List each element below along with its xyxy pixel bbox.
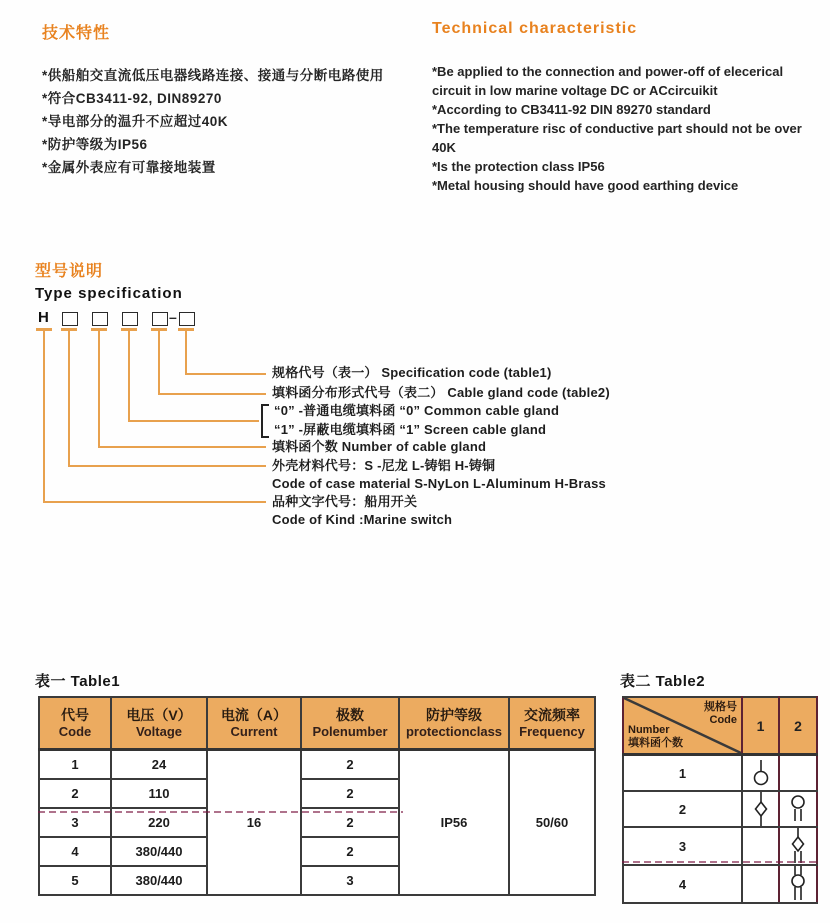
cell-code: 5 [39, 866, 111, 895]
cell-poles: 2 [301, 808, 399, 837]
cell-code: 2 [39, 779, 111, 808]
tech-en-item: *Is the protection class IP56 [432, 159, 605, 174]
diagram-leader-line [158, 331, 160, 395]
diagram-leader-line [68, 331, 70, 467]
tech-en-title: Technical characteristic [432, 20, 638, 37]
label-case-material-en: Code of case material S-NyLon L-Aluminum H-Brass [272, 476, 606, 491]
table1-header-frequency: 交流频率 Frequency [509, 697, 595, 750]
table2-header-col1: 1 [742, 697, 779, 755]
model-box-3 [122, 312, 138, 326]
gland-2-same-side-icon [779, 791, 817, 827]
gland-1-top-icon [742, 755, 779, 792]
tech-en-item: *Be applied to the connection and power-off of elecerical circuit in low marine voltage DC or ACcircuikit [432, 64, 784, 98]
tech-cn-item: *金属外表应有可靠接地装置 [42, 160, 216, 175]
table2-header-col2: 2 [779, 697, 817, 755]
table2-row [623, 827, 817, 865]
scan-artifact-line [38, 811, 403, 813]
diagram-leader-line [43, 331, 45, 503]
table1-header-row [39, 697, 595, 750]
model-box-1 [62, 312, 78, 326]
diagram-leader-line [98, 446, 266, 448]
label-gland-option-0: “0” -普通电缆填料函 “0” Common cable gland [274, 403, 560, 418]
cell-code: 4 [39, 837, 111, 866]
cell-voltage: 380/440 [111, 866, 207, 895]
table1-title: 表一 Table1 [35, 673, 121, 690]
model-dash: – [169, 309, 177, 325]
label-gland-option-1: “1” -屏蔽电缆填料函 “1” Screen cable gland [274, 422, 547, 437]
table1-header-code: 代号 Code [39, 697, 111, 750]
gland-2-opposite-icon [742, 791, 779, 827]
cell-voltage: 24 [111, 750, 207, 780]
model-box-2 [92, 312, 108, 326]
cell-poles: 2 [301, 750, 399, 780]
model-box-5 [179, 312, 195, 326]
diagram-leader-line [68, 465, 266, 467]
cell-code: 1 [39, 750, 111, 780]
tech-cn-title: 技术特性 [42, 25, 111, 42]
tech-cn-item: *供船舶交直流低压电器线路连接、接通与分断电路使用 [42, 68, 384, 83]
table2-diagonal-header [623, 697, 742, 755]
diagonal-top-label: 规格号 Code [704, 701, 737, 726]
type-spec-title-en: Type specification [35, 285, 183, 302]
label-gland-code: 填料函分布形式代号（表二） Cable gland code (table2) [272, 385, 610, 400]
cell-voltage: 220 [111, 808, 207, 837]
label-spec-code: 规格代号（表一） Specification code (table1) [272, 365, 552, 380]
diagram-leader-line [128, 420, 259, 422]
model-box-4 [152, 312, 168, 326]
cell-gland-number: 2 [623, 791, 742, 827]
tech-en-item: *The temperature risc of conductive part should not be over 40K [432, 121, 802, 155]
label-gland-number: 填料函个数 Number of cable gland [272, 439, 487, 454]
table1-header-protection: 防护等级 protectionclass [399, 697, 509, 750]
cell-poles: 2 [301, 779, 399, 808]
diagram-leader-line [185, 373, 266, 375]
diagram-leader-line [43, 501, 266, 503]
table1-row [39, 750, 595, 780]
table2-row [623, 755, 817, 792]
table2-cable-gland [622, 696, 818, 904]
tech-en-item: *According to CB3411-92 DIN 89270 standard [432, 102, 711, 117]
table2-header-row [623, 697, 817, 755]
table1-header-current: 电流（A） Current [207, 697, 301, 750]
empty-cell [742, 827, 779, 865]
diagram-leader-line [98, 331, 100, 448]
label-kind-cn: 品种文字代号：船用开关 [272, 494, 418, 509]
table2-row [623, 791, 817, 827]
scan-artifact-line [622, 861, 816, 863]
empty-cell [779, 755, 817, 792]
cell-current-merged: 16 [207, 750, 301, 896]
label-kind-en: Code of Kind :Marine switch [272, 512, 453, 527]
cell-code: 3 [39, 808, 111, 837]
table1-specifications [38, 696, 596, 896]
cell-frequency-merged: 50/60 [509, 750, 595, 896]
table2-row [623, 865, 817, 903]
gland-3-one-top-two-bottom-icon [779, 827, 817, 865]
tech-cn-item: *符合CB3411-92, DIN89270 [42, 91, 222, 106]
cell-gland-number: 4 [623, 865, 742, 903]
cell-poles: 3 [301, 866, 399, 895]
diagram-leader-line [158, 393, 266, 395]
model-letter-h: H [38, 309, 49, 326]
diagram-leader-line [128, 331, 130, 422]
cell-voltage: 380/440 [111, 837, 207, 866]
label-case-material-cn: 外壳材料代号：S -尼龙 L-铸铝 H-铸铜 [272, 458, 496, 473]
diagram-leader-line [185, 331, 187, 375]
empty-cell [742, 865, 779, 903]
type-spec-title-cn: 型号说明 [35, 263, 104, 280]
cell-protection-merged: IP56 [399, 750, 509, 896]
table2-title: 表二 Table2 [620, 673, 706, 690]
cell-gland-number: 1 [623, 755, 742, 792]
diagonal-bottom-label: Number 填料函个数 [628, 724, 683, 749]
cell-gland-number: 3 [623, 827, 742, 865]
cell-voltage: 110 [111, 779, 207, 808]
table1-header-voltage: 电压（V） Voltage [111, 697, 207, 750]
table1-header-polenumber: 极数 Polenumber [301, 697, 399, 750]
cell-poles: 2 [301, 837, 399, 866]
option-bracket [261, 404, 269, 438]
tech-cn-item: *防护等级为IP56 [42, 137, 148, 152]
tech-en-item: *Metal housing should have good earthing device [432, 178, 739, 193]
tech-cn-item: *导电部分的温升不应超过40K [42, 114, 229, 129]
gland-4-two-top-two-bottom-icon [779, 865, 817, 903]
